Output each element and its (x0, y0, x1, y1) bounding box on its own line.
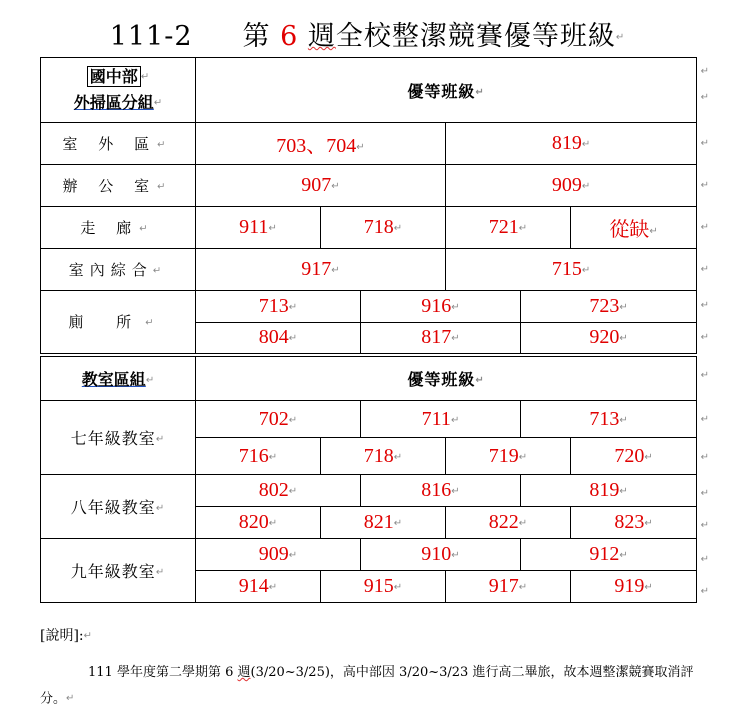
row-label: 七年級教室↵ (41, 401, 196, 475)
class-cell: 909↵ (196, 539, 361, 571)
class-cell: 917↵ (196, 249, 446, 291)
class-cell: 720↵ (571, 438, 697, 475)
table-row (41, 401, 697, 438)
class-cell: 821↵ (321, 507, 446, 539)
class-cell: 703、704↵ (196, 123, 446, 165)
class-cell: 912↵ (521, 539, 697, 571)
junior-group-cell: 國中部 ↵ 外掃區分組↵ (41, 58, 196, 123)
row-label: 室 外 區↵ (41, 123, 196, 165)
class-cell: 911↵ (196, 207, 321, 249)
title-week-number: 6 (280, 21, 299, 52)
class-cell: 713↵ (521, 401, 697, 438)
junior-header-cell: 優等班級↵ (196, 58, 697, 123)
class-cell: 718↵ (321, 438, 446, 475)
class-cell: 716↵ (196, 438, 321, 475)
class-cell: 910↵ (361, 539, 521, 571)
notes-heading: [說明]:↵ (40, 628, 93, 644)
class-cell: 820↵ (196, 507, 321, 539)
class-cell: 917↵ (446, 571, 571, 603)
junior-header-row (41, 58, 697, 123)
class-cell: 909↵ (446, 165, 697, 207)
class-cell: 914↵ (196, 571, 321, 603)
class-cell: 719↵ (446, 438, 571, 475)
class-cell: 919↵ (571, 571, 697, 603)
class-cell: 920↵ (521, 323, 697, 355)
table-row (41, 475, 697, 507)
row-label: 室內綜合↵ (41, 249, 196, 291)
table-row (41, 291, 697, 323)
class-cell: 823↵ (571, 507, 697, 539)
class-cell: 721↵ (446, 207, 571, 249)
title-prefix: 第 (242, 21, 271, 52)
junior-group-label: 國中部 (87, 66, 141, 87)
class-cell: 從缺↵ (571, 207, 697, 249)
classroom-header-cell: 優等班級↵ (196, 355, 697, 401)
class-cell: 907↵ (196, 165, 446, 207)
table-row (41, 539, 697, 571)
classroom-group-cell: 教室區組↵ (41, 355, 196, 401)
class-cell: 819↵ (521, 475, 697, 507)
class-cell: 718↵ (321, 207, 446, 249)
table-row (41, 249, 697, 291)
class-cell: 804↵ (196, 323, 361, 355)
title-rest: 全校整潔競賽優等班級 (335, 21, 616, 52)
row-label: 走 廊↵ (41, 207, 196, 249)
class-cell: 822↵ (446, 507, 571, 539)
classroom-header-row (41, 355, 697, 401)
title-week-char: 週 (307, 21, 336, 52)
class-cell: 702↵ (196, 401, 361, 438)
junior-header-label: 優等班級 (407, 81, 476, 101)
class-cell: 715↵ (446, 249, 697, 291)
row-label: 廁 所↵ (41, 291, 196, 355)
class-cell: 817↵ (361, 323, 521, 355)
class-cell: 816↵ (361, 475, 521, 507)
row-label: 辦 公 室↵ (41, 165, 196, 207)
classroom-group-label: 教室區組 (81, 369, 146, 389)
table-row (41, 207, 697, 249)
class-cell: 711↵ (361, 401, 521, 438)
page-title: 111-2 第 6 週全校整潔競賽優等班級↵ (109, 21, 626, 52)
junior-group-sub: 外掃區分組 (73, 93, 154, 112)
row-label: 八年級教室↵ (41, 475, 196, 539)
classroom-header-label: 優等班級 (407, 369, 476, 389)
notes-text: 111 學年度第二學期第 6 週(3/20~3/25)，高中部因 3/20~3/23 進行高二畢旅，故本週整潔競賽取消評分。↵ (40, 665, 694, 707)
class-cell: 713↵ (196, 291, 361, 323)
results-table-wrapper (40, 57, 696, 603)
class-cell: 916↵ (361, 291, 521, 323)
title-term: 111-2 (109, 21, 193, 52)
table-row (41, 165, 697, 207)
row-label: 九年級教室↵ (41, 539, 196, 603)
class-cell: 802↵ (196, 475, 361, 507)
table-row (41, 123, 697, 165)
class-cell: 819↵ (446, 123, 697, 165)
class-cell: 723↵ (521, 291, 697, 323)
results-table (40, 57, 697, 603)
class-cell: 915↵ (321, 571, 446, 603)
